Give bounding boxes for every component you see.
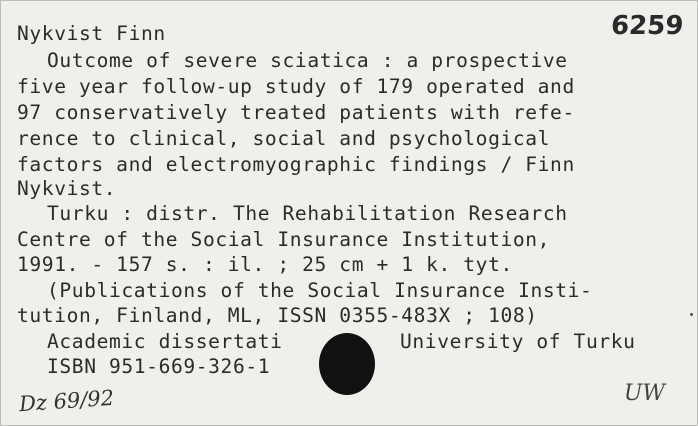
imprint-line-2: Centre of the Social Insurance Institution, xyxy=(17,228,551,251)
university-note: University of Turku xyxy=(400,330,636,353)
title-line-5: factors and electromyographic findings / Finn xyxy=(17,153,575,176)
series-line-1: (Publications of the Social Insurance Insti- xyxy=(47,279,593,302)
series-line-2: tution, Finland, ML, ISSN 0355-483X ; 108) xyxy=(17,304,538,327)
ink-blot xyxy=(319,333,375,395)
imprint-line-1: Turku : distr. The Rehabilitation Research xyxy=(47,202,568,225)
dissertation-note: Academic dissertati xyxy=(47,330,283,353)
title-line-2: five year follow-up study of 179 operated and xyxy=(17,75,575,98)
collation-line: 1991. - 157 s. : il. ; 25 cm + 1 k. tyt. xyxy=(17,253,513,276)
isbn-line: ISBN 951-669-326-1 xyxy=(47,355,271,378)
edge-mark xyxy=(690,313,693,316)
title-line-4: rence to clinical, social and psychological xyxy=(17,127,551,150)
title-line-6: Nykvist. xyxy=(17,177,117,200)
handwritten-call-number: 6259 xyxy=(609,11,685,41)
author-heading: Nykvist Finn xyxy=(17,22,166,45)
title-line-3: 97 conservatively treated patients with refe- xyxy=(17,101,575,124)
handwritten-shelf-mark: Dz 69/92 xyxy=(18,385,115,417)
handwritten-initials: UW xyxy=(623,381,665,406)
title-line-1: Outcome of severe sciatica : a prospective xyxy=(47,49,568,72)
